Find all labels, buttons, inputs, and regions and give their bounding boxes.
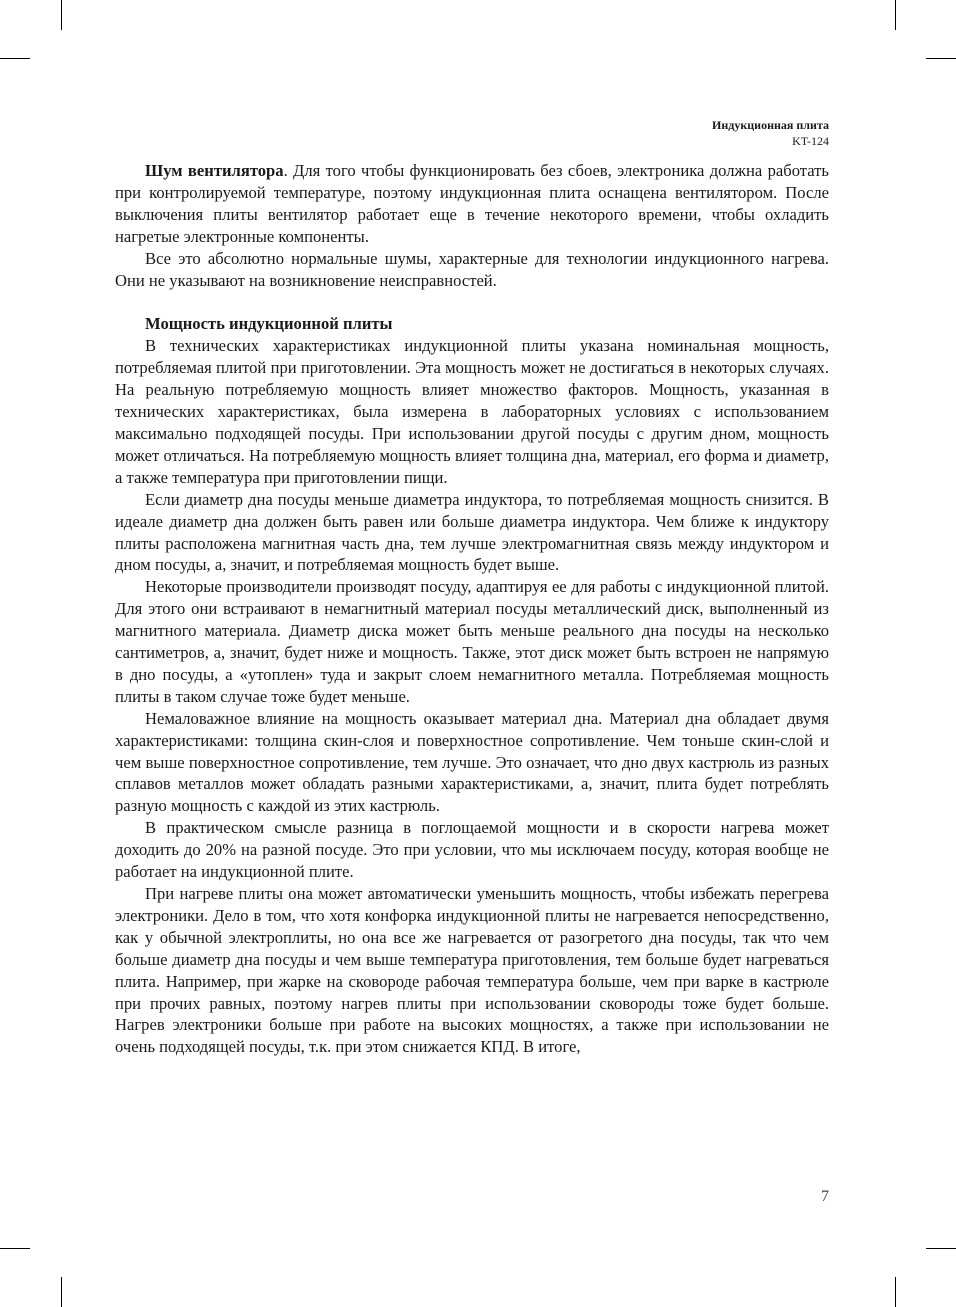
header-model: KT-124 [792,134,829,148]
page-number: 7 [821,1188,829,1205]
fan-noise-paragraph [115,160,829,248]
crop-mark-bottom-left [61,1277,62,1307]
running-header [712,117,829,149]
fan-noise-lead: Шум вентилятора [145,161,284,180]
fan-noise-text: . Для того чтобы функционировать без сбоев, электроника должна работать при контролируемой температуре, поэтому индукционная плита оснащена вентилятором. После выключения плиты вентилятор работает еще в течение некоторого времени, чтобы охладить нагретые электронные компоненты. [115,161,829,246]
crop-mark-right-bottom [926,1248,956,1249]
crop-mark-top-right [895,0,896,30]
header-title: Индукционная плита [712,118,829,132]
crop-mark-bottom-right [895,1277,896,1307]
section-heading-power: Мощность индукционной плиты [145,314,393,334]
power-paragraph-4: Немаловажное влияние на мощность оказывает материал дна. Материал дна обладает двумя характеристиками: толщина скин-слоя и поверхностное сопротивление. Чем тоньше скин-слой и чем выше поверхностное сопротивление, тем лучше. Это означает, что дно двух кастрюль из разных сплавов металлов может обладать разными характеристиками, а, значит, плита будет потреблять разную мощность с каждой из этих кастрюль. [115,708,829,816]
power-paragraph-6: При нагреве плиты она может автоматически уменьшить мощность, чтобы избежать перегрева электроники. Дело в том, что хотя конфорка индукционной плиты не нагревается непосредственно, как у обычной электроплиты, но она все же нагревается от разогретого дна посуды, так что чем больше диаметр дна посуды и чем выше температура приготовления, тем больше будет нагреваться плита. Например, при жарке на сковороде рабочая температура больше, чем при варке в кастрюле при прочих равных, поэтому нагрев плиты при использовании сковороды тоже будет больше. Нагрев электроники больше при работе на высоких мощностях, а также при использовании не очень подходящей посуды, т.к. при этом снижается КПД. В итоге, [115,884,829,1057]
crop-mark-right-top [926,58,956,59]
power-paragraph-3: Некоторые производители производят посуду, адаптируя ее для работы с индукционной плитой. Для этого они встраивают в немагнитный материал посуды металлический диск, выполненный из магнитного материала. Диаметр диска может быть меньше реального дна посуды на несколько сантиметров, а, значит, будет ниже и мощность. Также, этот диск может быть встроен не напрямую в дно посуды, а «утоплен» туда и закрыт слоем немагнитного металла. Потребляемая мощность плиты в таком случае тоже будет меньше. [115,577,829,706]
power-paragraph-1: В технических характеристиках индукционной плиты указана номинальная мощность, потребляемая плитой при приготовлении. Эта мощность может не достигаться в некоторых случаях. На реальную потребляемую мощность влияет множество факторов. Мощность, указанная в технических характеристиках, была измерена в лабораторных условиях с использованием максимально подходящей посуды. При использовании другой посуды с другим дном, мощность может отличаться. На потребляемую мощность влияет толщина дна, материал, его форма и диаметр, а также температура при приготовлении пищи. [115,336,829,487]
page-body [115,160,829,1058]
power-paragraph-5: В практическом смысле разница в поглощаемой мощности и в скорости нагрева может доходить до 20% на разной посуде. Это при условии, что мы исключаем посуду, которая вообще не работает на индукционной плите. [115,818,829,882]
crop-mark-left-top [0,58,30,59]
crop-mark-top-left [61,0,62,30]
noise-normal-paragraph: Все это абсолютно нормальные шумы, характерные для технологии индукционного нагрева. Они не указывают на возникновение неисправностей. [115,248,829,290]
crop-mark-left-bottom [0,1248,30,1249]
power-paragraph-2: Если диаметр дна посуды меньше диаметра индуктора, то потребляемая мощность снизится. В идеале диаметр дна должен быть равен или больше диаметра индуктора. Чем ближе к индуктору плиты расположена магнитная часть дна, тем лучше электромагнитная связь между индуктором и дном посуды, а, значит, и потребляемая мощность будет выше. [115,489,829,575]
